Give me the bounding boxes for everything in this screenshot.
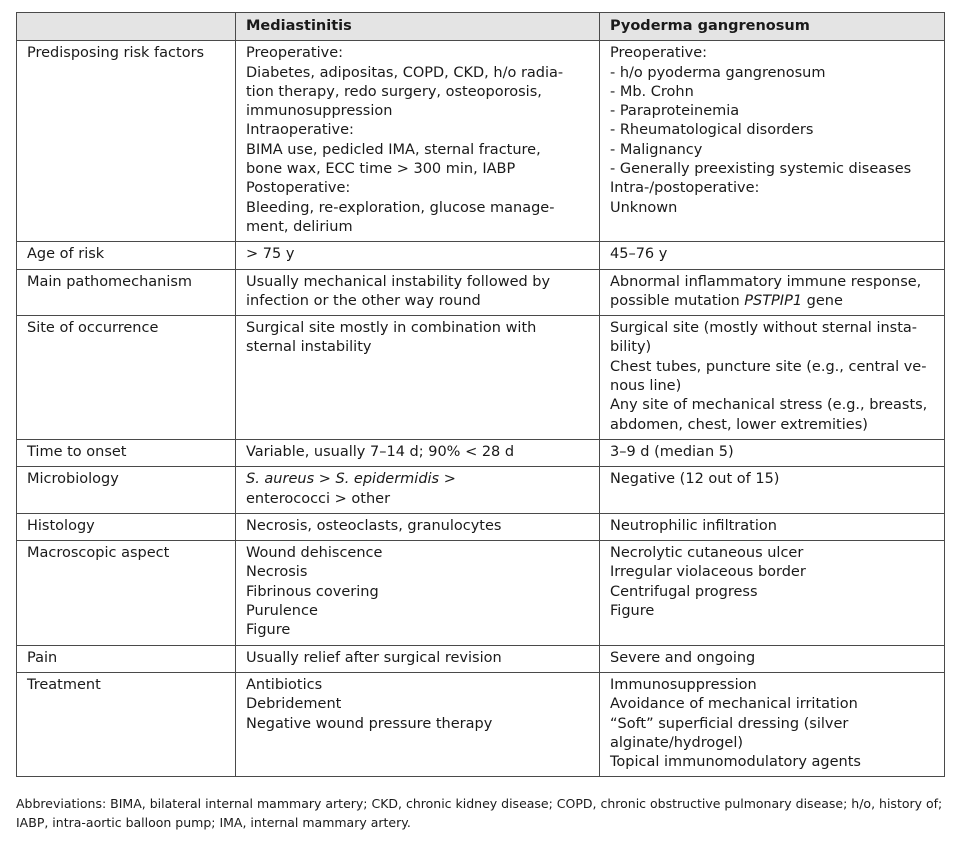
cell-line: > 75 y bbox=[246, 246, 295, 263]
row-label: Time to onset bbox=[17, 439, 236, 466]
table-row bbox=[17, 242, 945, 269]
cell-line: Usually relief after surgical revision bbox=[246, 649, 502, 666]
cell-line: Fibrinous covering bbox=[246, 583, 379, 600]
cell-line bbox=[246, 470, 591, 489]
table-row bbox=[17, 541, 945, 645]
cell-line: - Paraproteinemia bbox=[610, 103, 740, 120]
mediastinitis-cell bbox=[236, 242, 600, 269]
cell-line: “Soft” superficial dressing (silver bbox=[610, 715, 849, 732]
mediastinitis-cell bbox=[236, 541, 600, 645]
cell-line: nous line) bbox=[610, 378, 682, 395]
pyoderma-cell bbox=[600, 242, 945, 269]
row-label: Pain bbox=[17, 645, 236, 672]
cell-line: Postoperative: bbox=[246, 180, 351, 197]
pyoderma-cell bbox=[600, 439, 945, 466]
cell-line: infection or the other way round bbox=[246, 292, 481, 309]
cell-line bbox=[610, 292, 936, 311]
comparison-table bbox=[16, 12, 945, 777]
cell-line: Surgical site mostly in combination with bbox=[246, 320, 537, 337]
table-row bbox=[17, 513, 945, 540]
mediastinitis-cell bbox=[236, 269, 600, 316]
footnote-line: Abbreviations: BIMA, bilateral internal mammary artery; CKD, chronic kidney disease; COPD, chronic obstructive pulmonary disease; h/o, history of; bbox=[16, 796, 943, 811]
mediastinitis-cell bbox=[236, 439, 600, 466]
cell-text: possible mutation bbox=[610, 292, 745, 309]
pyoderma-cell bbox=[600, 41, 945, 242]
cell-line: Chest tubes, puncture site (e.g., central ve- bbox=[610, 358, 927, 375]
pyoderma-cell bbox=[600, 269, 945, 316]
cell-line: immunosuppression bbox=[246, 103, 393, 120]
row-label: Microbiology bbox=[17, 467, 236, 514]
cell-line: Neutrophilic infiltration bbox=[610, 517, 777, 534]
cell-line: Negative wound pressure therapy bbox=[246, 715, 493, 732]
row-label: Treatment bbox=[17, 672, 236, 776]
table-header bbox=[17, 13, 945, 41]
cell-line: 45–76 y bbox=[610, 246, 668, 263]
cell-text: gene bbox=[802, 292, 843, 309]
cell-line: Diabetes, adipositas, COPD, CKD, h/o radia- bbox=[246, 64, 564, 81]
table-row bbox=[17, 316, 945, 440]
cell-line: Necrosis bbox=[246, 564, 308, 581]
table-row bbox=[17, 672, 945, 776]
pyoderma-cell bbox=[600, 513, 945, 540]
cell-line: Intra-/postoperative: bbox=[610, 180, 760, 197]
cell-line: Variable, usually 7–14 d; 90% < 28 d bbox=[246, 443, 515, 460]
cell-line: - h/o pyoderma gangrenosum bbox=[610, 64, 826, 81]
cell-line: - Generally preexisting systemic diseases bbox=[610, 161, 912, 178]
pyoderma-cell bbox=[600, 672, 945, 776]
cell-line: Avoidance of mechanical irritation bbox=[610, 696, 858, 713]
mediastinitis-cell bbox=[236, 645, 600, 672]
row-label: Macroscopic aspect bbox=[17, 541, 236, 645]
cell-line: Immunosuppression bbox=[610, 676, 757, 693]
cell-line: abdomen, chest, lower extremities) bbox=[610, 416, 868, 433]
cell-text: > bbox=[439, 471, 456, 488]
cell-line: Bleeding, re-exploration, glucose manage- bbox=[246, 199, 555, 216]
row-label: Histology bbox=[17, 513, 236, 540]
cell-line: Wound dehiscence bbox=[246, 545, 383, 562]
cell-line: 3–9 d (median 5) bbox=[610, 443, 734, 460]
row-label: Site of occurrence bbox=[17, 316, 236, 440]
cell-line: Antibiotics bbox=[246, 676, 323, 693]
cell-line: tion therapy, redo surgery, osteoporosis, bbox=[246, 83, 542, 100]
cell-line: Intraoperative: bbox=[246, 122, 354, 139]
cell-line: ment, delirium bbox=[246, 218, 353, 235]
row-label: Age of risk bbox=[17, 242, 236, 269]
header-cell-blank bbox=[17, 13, 236, 41]
cell-line: BIMA use, pedicled IMA, sternal fracture, bbox=[246, 141, 541, 158]
cell-line: Centrifugal progress bbox=[610, 583, 758, 600]
table-row bbox=[17, 467, 945, 514]
cell-line: bone wax, ECC time > 300 min, IABP bbox=[246, 161, 516, 178]
mediastinitis-cell bbox=[236, 513, 600, 540]
cell-line: Debridement bbox=[246, 696, 342, 713]
header-cell-pyoderma: Pyoderma gangrenosum bbox=[600, 13, 945, 41]
cell-line: sternal instability bbox=[246, 339, 372, 356]
cell-line: - Malignancy bbox=[610, 141, 703, 158]
cell-line: Abnormal inflammatory immune response, bbox=[610, 273, 922, 290]
pyoderma-cell bbox=[600, 316, 945, 440]
table-row bbox=[17, 439, 945, 466]
pyoderma-cell bbox=[600, 645, 945, 672]
cell-text: > bbox=[314, 471, 336, 488]
cell-line: Severe and ongoing bbox=[610, 649, 756, 666]
cell-line: Topical immunomodulatory agents bbox=[610, 754, 861, 771]
cell-line: Any site of mechanical stress (e.g., breasts, bbox=[610, 397, 928, 414]
cell-line: Negative (12 out of 15) bbox=[610, 471, 780, 488]
cell-line: bility) bbox=[610, 339, 652, 356]
header-cell-mediastinitis: Mediastinitis bbox=[236, 13, 600, 41]
cell-line: Irregular violaceous border bbox=[610, 564, 806, 581]
abbreviations-footnote bbox=[16, 794, 946, 832]
cell-line: Unknown bbox=[610, 199, 678, 216]
mediastinitis-cell bbox=[236, 41, 600, 242]
cell-line: Figure bbox=[610, 603, 655, 620]
table-row bbox=[17, 269, 945, 316]
cell-line: Figure bbox=[246, 622, 291, 639]
organism-name: S. epidermidis bbox=[335, 471, 440, 488]
cell-line: Usually mechanical instability followed by bbox=[246, 273, 551, 290]
cell-line: - Mb. Crohn bbox=[610, 83, 694, 100]
table-row bbox=[17, 41, 945, 242]
cell-line: Preoperative: bbox=[610, 45, 707, 62]
pyoderma-cell bbox=[600, 467, 945, 514]
cell-line: - Rheumatological disorders bbox=[610, 122, 814, 139]
cell-line: Purulence bbox=[246, 603, 318, 620]
gene-name: PSTPIP1 bbox=[744, 292, 803, 309]
cell-line: alginate/hydrogel) bbox=[610, 734, 744, 751]
table-row bbox=[17, 645, 945, 672]
row-label: Main pathomechanism bbox=[17, 269, 236, 316]
pyoderma-cell bbox=[600, 541, 945, 645]
cell-line: Necrosis, osteoclasts, granulocytes bbox=[246, 517, 502, 534]
cell-line: Necrolytic cutaneous ulcer bbox=[610, 545, 804, 562]
mediastinitis-cell bbox=[236, 316, 600, 440]
organism-name: S. aureus bbox=[246, 471, 315, 488]
header-row bbox=[17, 13, 945, 41]
mediastinitis-cell bbox=[236, 467, 600, 514]
mediastinitis-cell bbox=[236, 672, 600, 776]
cell-line: enterococci > other bbox=[246, 490, 391, 507]
cell-line: Preoperative: bbox=[246, 45, 343, 62]
footnote-line: IABP, intra-aortic balloon pump; IMA, internal mammary artery. bbox=[16, 815, 411, 830]
row-label: Predisposing risk factors bbox=[17, 41, 236, 242]
cell-line: Surgical site (mostly without sternal insta- bbox=[610, 320, 918, 337]
